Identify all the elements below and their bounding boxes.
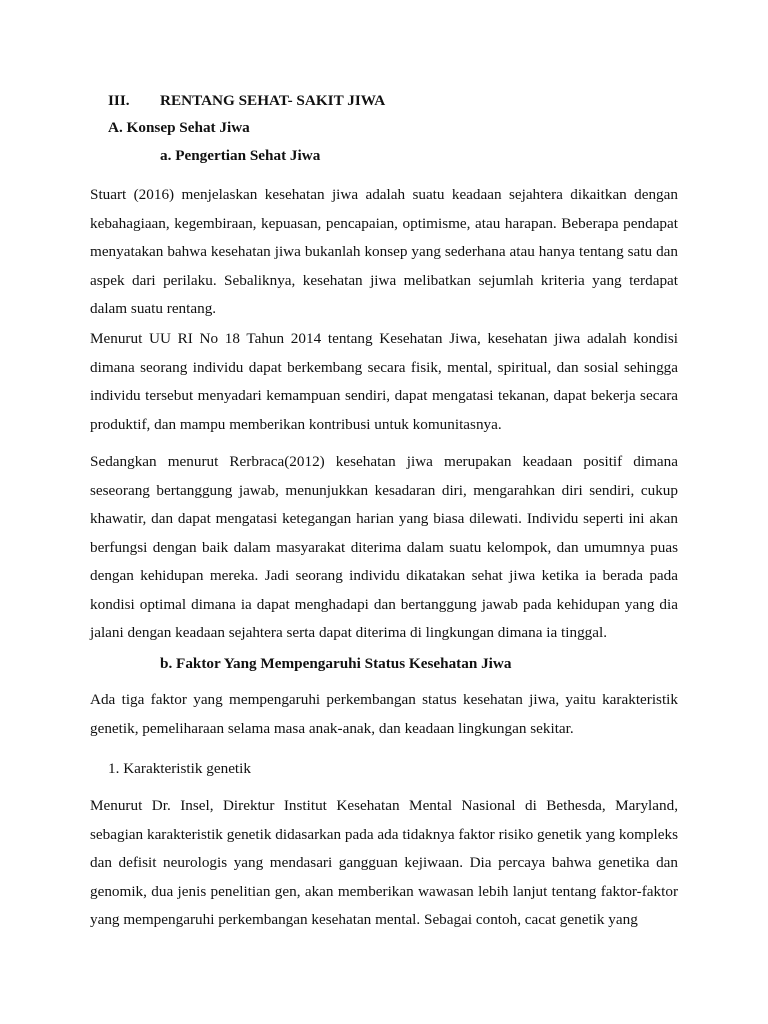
paragraph-3: Sedangkan menurut Rerbraca(2012) kesehatan jiwa merupakan keadaan positif dimana seseorang bertanggung jawab, menunjukkan kesadaran diri, mengarahkan diri sendiri, cukup khawatir, dan dapat mengatasi ketegangan harian yang biasa dilewati. Individu seperti ini akan berfungsi dengan baik dalam masyarakat diterima dalam suatu kelompok, dan umumnya puas dengan kehidupan mereka. Jadi seorang individu dikatakan sehat jiwa ketika ia berada pada kondisi optimal dimana ia dapat menghadapi dan bertanggung jawab pada kehidupan yang dia jalani dengan keadaan sejahtera serta dapat diterima di lingkungan dimana ia tinggal. [90, 453, 678, 641]
subheading-pengertian: a. Pengertian Sehat Jiwa [160, 147, 321, 164]
paragraph-5: Menurut Dr. Insel, Direktur Institut Kesehatan Mental Nasional di Bethesda, Maryland, sebagian karakteristik genetik didasarkan pada ada tidaknya faktor risiko genetik yang kompleks dan defisit neurologis yang mendasari gangguan kejiwaan. Dia percaya bahwa genetika dan genomik, dua jenis penelitian gen, akan memberikan wawasan lebih lanjut tentang faktor-faktor yang mempengaruhi perkembangan kesehatan mental. Sebagai contoh, cacat genetik yang [90, 797, 678, 928]
subheading-faktor: b. Faktor Yang Mempengaruhi Status Kesehatan Jiwa [160, 655, 512, 672]
subsection-heading-a: A. Konsep Sehat Jiwa [108, 119, 250, 136]
section-title: RENTANG SEHAT- SAKIT JIWA [160, 92, 386, 109]
list-item-karakteristik-genetik: 1. Karakteristik genetik [108, 760, 251, 777]
paragraph-4: Ada tiga faktor yang mempengaruhi perkembangan status kesehatan jiwa, yaitu karakteristik genetik, pemeliharaan selama masa anak-anak, dan keadaan lingkungan sekitar. [90, 691, 678, 737]
paragraph-2: Menurut UU RI No 18 Tahun 2014 tentang Kesehatan Jiwa, kesehatan jiwa adalah kondisi dimana seorang individu dapat berkembang secara fisik, mental, spiritual, dan sosial sehingga individu tersebut menyadari kemampuan sendiri, dapat mengatasi tekanan, dapat bekerja secara produktif, dan mampu memberikan kontribusi untuk komunitasnya. [90, 330, 678, 433]
section-number: III. [108, 92, 130, 109]
paragraph-1: Stuart (2016) menjelaskan kesehatan jiwa adalah suatu keadaan sejahtera dikaitkan dengan kebahagiaan, kegembiraan, kepuasan, pencapaian, optimisme, atau harapan. Beberapa pendapat menyatakan bahwa kesehatan jiwa bukanlah konsep yang sederhana atau hanya tentang satu dan aspek dari perilaku. Sebaliknya, kesehatan jiwa melibatkan sejumlah kriteria yang terdapat dalam suatu rentang. [90, 186, 678, 317]
